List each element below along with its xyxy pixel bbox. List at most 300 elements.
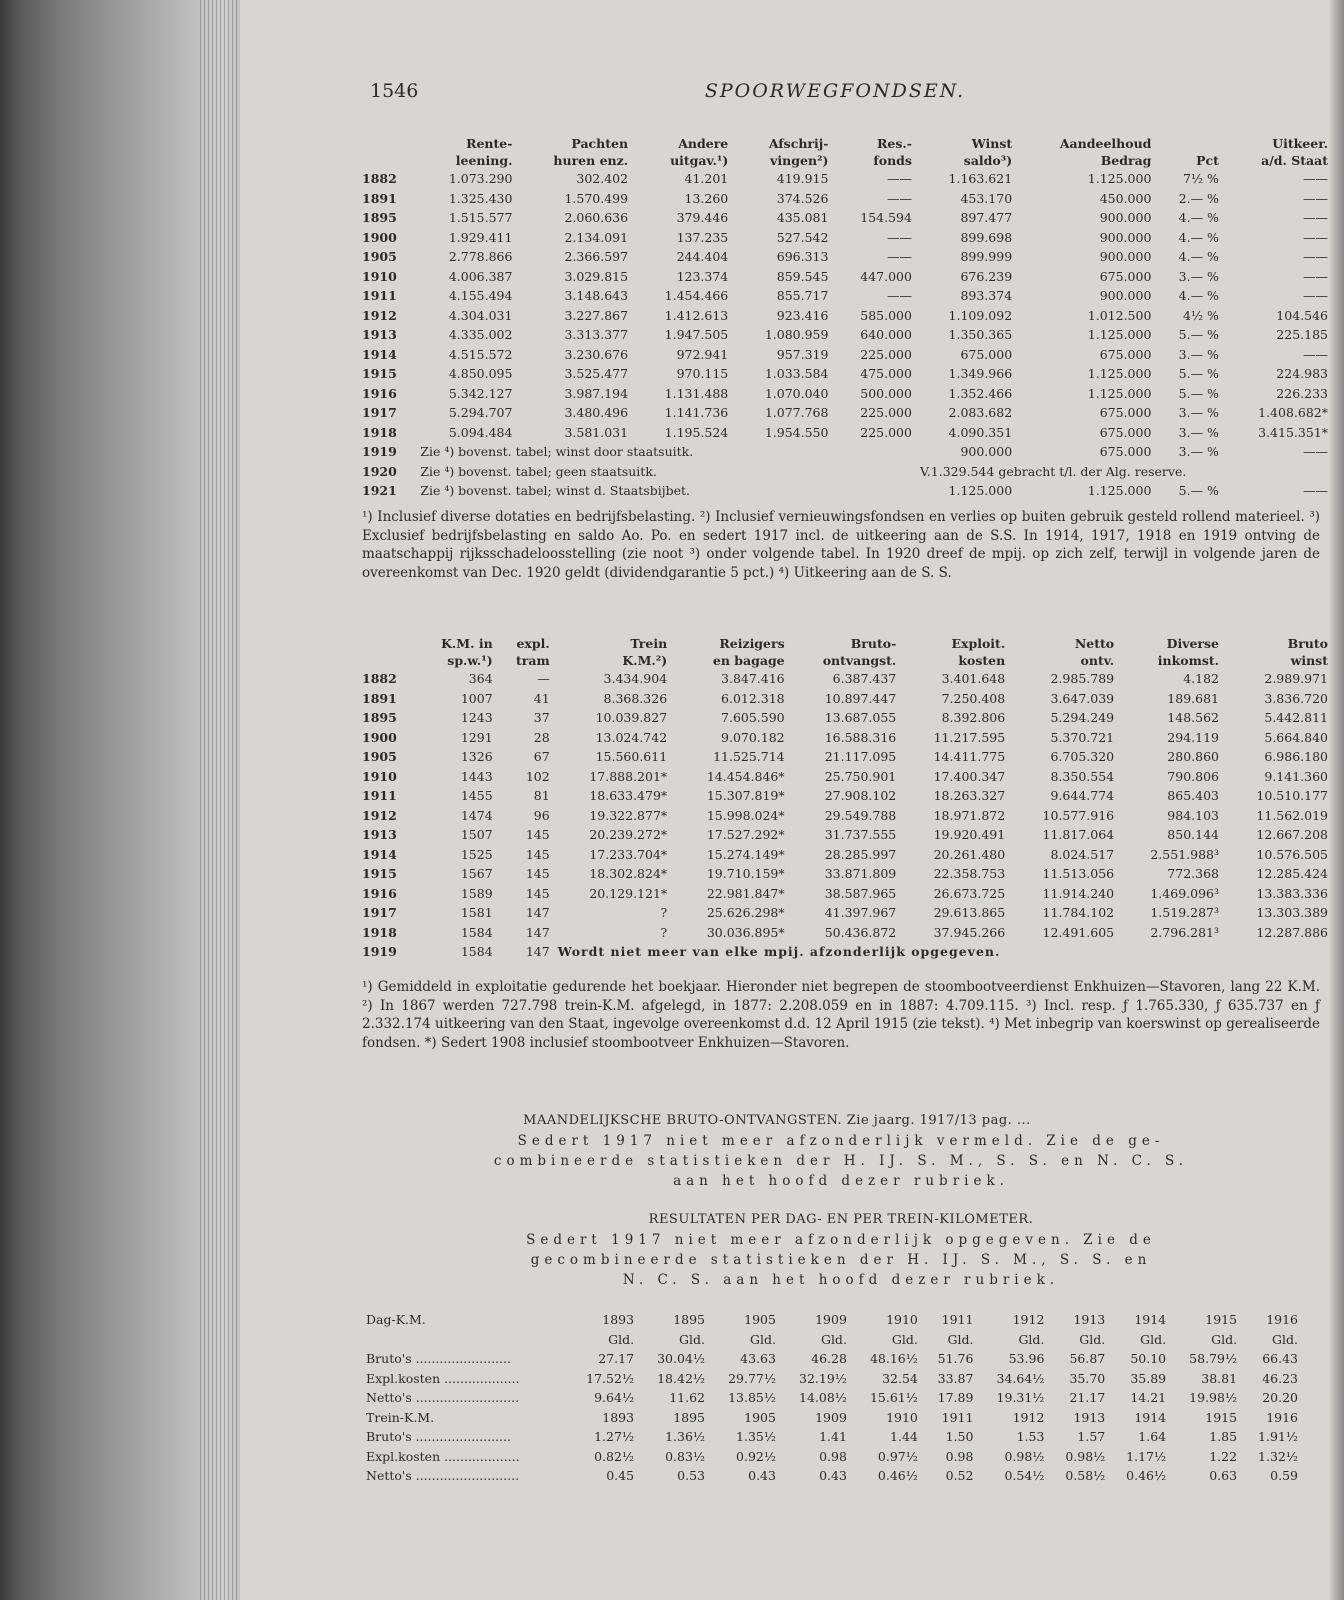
column-header: ontv. bbox=[1080, 653, 1115, 668]
remark-cell: Zie ⁴) bovenst. tabel; winst d. Staatsbijbet. bbox=[420, 483, 690, 498]
value-cell: 29.549.788 bbox=[824, 807, 897, 823]
table-row bbox=[362, 689, 1332, 709]
value-cell: 11.62 bbox=[669, 1390, 706, 1405]
column-header: kosten bbox=[958, 653, 1006, 668]
column-header: huren enz. bbox=[553, 153, 629, 168]
unit-cell: Gld. bbox=[891, 1331, 918, 1347]
column-header: expl. bbox=[516, 636, 550, 651]
column-header: Andere bbox=[678, 136, 729, 151]
table-row bbox=[362, 345, 1332, 365]
value-cell: 1.080.959 bbox=[764, 327, 829, 342]
value-cell: 1581 bbox=[460, 905, 493, 920]
value-cell: 32.19½ bbox=[799, 1370, 847, 1386]
value-cell: 8.368.326 bbox=[603, 690, 668, 706]
value-cell: 29.613.865 bbox=[933, 905, 1006, 920]
value-cell: 27.17 bbox=[598, 1351, 635, 1366]
table-row bbox=[362, 247, 1332, 267]
value-cell: 9.644.774 bbox=[1050, 788, 1115, 803]
value-cell: 4.— % bbox=[1178, 229, 1219, 245]
value-cell: 12.491.605 bbox=[1042, 924, 1115, 940]
row-label: Expl.kosten ................... bbox=[366, 1448, 520, 1464]
column-header: winst bbox=[1290, 653, 1328, 668]
value-cell: 15.274.149* bbox=[706, 846, 785, 862]
table-row bbox=[362, 481, 1332, 501]
section-monthly-line: aan het hoofd dezer rubriek. bbox=[673, 1173, 1009, 1189]
value-cell: 21.117.095 bbox=[824, 749, 897, 764]
value-cell: 850.144 bbox=[1167, 827, 1219, 842]
column-header: Trein bbox=[630, 636, 668, 651]
value-cell: 675.000 bbox=[1099, 346, 1152, 362]
unit-row bbox=[362, 1330, 1302, 1350]
value-cell: 0.63 bbox=[1209, 1468, 1238, 1483]
value-cell: 9.64½ bbox=[594, 1390, 635, 1405]
value-cell: 26.673.725 bbox=[933, 885, 1006, 901]
unit-cell: Gld. bbox=[608, 1331, 635, 1347]
year-cell: 1916 bbox=[362, 885, 397, 901]
value-cell: 20.239.272* bbox=[589, 827, 668, 842]
value-cell: 3.— % bbox=[1178, 268, 1219, 284]
header-row bbox=[362, 135, 1332, 152]
value-cell: 897.477 bbox=[960, 210, 1013, 225]
value-cell: 6.387.437 bbox=[832, 671, 897, 686]
row-label: Netto's .......................... bbox=[366, 1390, 520, 1405]
value-cell: 5.370.721 bbox=[1050, 729, 1115, 745]
column-header bbox=[362, 652, 415, 669]
value-cell: 855.717 bbox=[776, 288, 829, 303]
value-cell: 145 bbox=[525, 885, 550, 901]
year-cell: 1913 bbox=[362, 327, 397, 342]
value-cell: 19.98½ bbox=[1189, 1390, 1238, 1405]
section-results-text bbox=[362, 1230, 1320, 1290]
value-cell: 4.090.351 bbox=[948, 424, 1013, 440]
value-cell: 3.401.648 bbox=[941, 671, 1006, 686]
year-cell: 1920 bbox=[362, 463, 397, 479]
column-header: ontvangst. bbox=[822, 653, 897, 668]
value-cell: 1.352.466 bbox=[948, 385, 1013, 401]
value-cell: 11.217.595 bbox=[933, 729, 1006, 745]
page-header bbox=[370, 80, 1300, 106]
value-cell: 5.— % bbox=[1178, 327, 1219, 342]
column-header: Aandeelhoud bbox=[1059, 136, 1152, 151]
value-cell: 0.52 bbox=[945, 1468, 974, 1483]
value-cell: 10.576.505 bbox=[1256, 846, 1328, 862]
value-cell: 32.54 bbox=[882, 1370, 918, 1386]
value-cell: 893.374 bbox=[960, 288, 1013, 303]
unit-cell: Gld. bbox=[1018, 1331, 1045, 1347]
table-row bbox=[362, 1466, 1302, 1486]
value-cell: 1.57 bbox=[1077, 1429, 1106, 1444]
year-cell: 1914 bbox=[362, 346, 397, 362]
value-cell: 1.163.621 bbox=[948, 171, 1013, 186]
value-cell: 1507 bbox=[460, 827, 493, 842]
value-cell: 3.987.194 bbox=[564, 385, 629, 401]
value-cell: 35.89 bbox=[1130, 1370, 1167, 1386]
value-cell: 900.000 bbox=[1099, 288, 1152, 303]
value-cell: 30.04½ bbox=[657, 1351, 706, 1366]
value-cell: 1.947.505 bbox=[664, 327, 729, 342]
value-cell: 33.87 bbox=[937, 1370, 974, 1386]
value-cell: 0.58½ bbox=[1065, 1468, 1106, 1483]
value-cell: 4.182 bbox=[1183, 671, 1219, 686]
table-row bbox=[362, 403, 1332, 423]
value-cell: 13.687.055 bbox=[824, 710, 897, 725]
value-cell: 104.546 bbox=[1276, 307, 1328, 323]
value-cell: 11.817.064 bbox=[1042, 827, 1115, 842]
value-cell: 12.287.886 bbox=[1256, 924, 1328, 940]
value-cell: 1.131.488 bbox=[664, 385, 729, 401]
value-cell: 8.350.554 bbox=[1050, 768, 1115, 784]
value-cell: 772.368 bbox=[1167, 866, 1219, 881]
value-cell: 0.97½ bbox=[877, 1448, 918, 1464]
value-cell: 3.525.477 bbox=[564, 366, 629, 381]
value-cell: 1.350.365 bbox=[948, 327, 1013, 342]
value-cell: 3.148.643 bbox=[564, 288, 629, 303]
value-cell: 4.155.494 bbox=[448, 288, 513, 303]
value-cell: 3.581.031 bbox=[564, 424, 629, 440]
value-cell: 1916 bbox=[1266, 1312, 1298, 1327]
year-cell: 1905 bbox=[362, 249, 397, 264]
value-cell: 1.954.550 bbox=[764, 424, 829, 440]
value-cell: 37.945.266 bbox=[933, 924, 1006, 940]
value-cell: 3.415.351* bbox=[1258, 424, 1328, 440]
table-row bbox=[362, 228, 1332, 248]
value-cell: 0.98½ bbox=[1065, 1448, 1106, 1464]
value-cell: 280.860 bbox=[1167, 749, 1219, 764]
value-cell: 10.039.827 bbox=[595, 710, 668, 725]
value-cell: 50.10 bbox=[1130, 1351, 1167, 1366]
header-row bbox=[362, 152, 1332, 169]
value-cell: 1909 bbox=[815, 1409, 847, 1425]
value-cell: 20.261.480 bbox=[933, 846, 1006, 862]
header-row bbox=[362, 652, 1332, 669]
value-cell: 147 bbox=[525, 944, 550, 959]
column-header: Reizigers bbox=[719, 636, 785, 651]
value-cell: 5.094.484 bbox=[448, 424, 513, 440]
value-cell: 1895 bbox=[673, 1312, 706, 1327]
value-cell: 865.403 bbox=[1167, 788, 1219, 803]
value-cell: 302.402 bbox=[576, 171, 629, 186]
year-cell: 1914 bbox=[362, 846, 397, 862]
table-row bbox=[362, 1349, 1302, 1369]
value-cell: 11.513.056 bbox=[1042, 866, 1115, 881]
value-cell: 447.000 bbox=[860, 268, 912, 284]
column-header: en bagage bbox=[712, 653, 785, 668]
value-cell: 1.36½ bbox=[665, 1429, 706, 1444]
value-cell: 3.029.815 bbox=[564, 268, 629, 284]
value-cell: 2.985.789 bbox=[1050, 671, 1115, 686]
remark-cell: Zie ⁴) bovenst. tabel; geen staatsuitk. bbox=[420, 463, 657, 479]
value-cell: 1584 bbox=[460, 924, 493, 940]
column-header: Exploit. bbox=[951, 636, 1006, 651]
unit-cell: Gld. bbox=[820, 1331, 847, 1347]
value-cell: 189.681 bbox=[1167, 690, 1219, 706]
value-cell: 38.81 bbox=[1201, 1370, 1238, 1386]
value-cell: 8.392.806 bbox=[941, 710, 1006, 725]
value-cell: 41.201 bbox=[684, 171, 729, 186]
value-cell: 12.285.424 bbox=[1256, 866, 1328, 881]
value-cell: —— bbox=[1303, 229, 1328, 245]
year-cell: 1917 bbox=[362, 405, 397, 420]
value-cell: ? bbox=[660, 924, 668, 940]
value-cell: 20.20 bbox=[1262, 1390, 1298, 1405]
value-cell: 676.239 bbox=[960, 268, 1013, 284]
column-header: vingen²) bbox=[770, 153, 829, 168]
value-cell: 81 bbox=[533, 788, 550, 803]
header-row bbox=[362, 635, 1332, 652]
column-header: K.M. in bbox=[441, 636, 493, 651]
year-cell: 1919 bbox=[362, 444, 397, 459]
value-cell: 675.000 bbox=[1099, 268, 1152, 284]
value-cell: 10.510.177 bbox=[1256, 788, 1328, 803]
value-cell: 379.446 bbox=[676, 210, 729, 225]
table-row bbox=[362, 903, 1332, 923]
value-cell: 1.349.966 bbox=[948, 366, 1013, 381]
column-header: Diverse bbox=[1166, 636, 1219, 651]
column-header: K.M.²) bbox=[622, 653, 668, 668]
column-header: uitgav.¹) bbox=[670, 153, 729, 168]
table-row bbox=[362, 669, 1332, 689]
table-row bbox=[362, 442, 1332, 462]
section-monthly-line: Sedert 1917 niet meer afzonderlijk vermeld. Zie de ge- bbox=[517, 1133, 1165, 1149]
value-cell: 957.319 bbox=[776, 346, 829, 362]
value-cell: 453.170 bbox=[960, 190, 1013, 206]
year-cell: 1919 bbox=[362, 944, 397, 959]
value-cell: 147 bbox=[525, 905, 550, 920]
value-cell: 43.63 bbox=[740, 1351, 776, 1366]
value-cell: 6.986.180 bbox=[1264, 749, 1328, 764]
table-row bbox=[362, 1408, 1302, 1428]
table-row bbox=[362, 364, 1332, 384]
value-cell: 1.50 bbox=[945, 1429, 974, 1444]
remark-cell: Wordt niet meer van elke mpij. afzonderlijk opgegeven. bbox=[557, 944, 1001, 959]
value-cell: 14.08½ bbox=[799, 1390, 847, 1405]
year-cell: 1916 bbox=[362, 385, 397, 401]
value-cell: 4.— % bbox=[1178, 288, 1219, 303]
value-cell: 1.195.524 bbox=[664, 424, 729, 440]
value-cell: 1915 bbox=[1205, 1409, 1238, 1425]
value-cell: 1474 bbox=[460, 807, 493, 823]
value-cell: 15.998.024* bbox=[706, 807, 785, 823]
value-cell: 21.17 bbox=[1069, 1390, 1106, 1405]
column-header: fonds bbox=[873, 153, 912, 168]
page-number: 1546 bbox=[370, 80, 419, 102]
table-row bbox=[362, 267, 1332, 287]
value-cell: 527.542 bbox=[776, 229, 829, 245]
table-row bbox=[362, 423, 1332, 443]
financial-table bbox=[362, 135, 1332, 501]
value-cell: 923.416 bbox=[776, 307, 829, 323]
value-cell: 1.519.287³ bbox=[1150, 905, 1219, 920]
column-header: saldo³) bbox=[963, 153, 1013, 168]
row-label: Dag-K.M. bbox=[366, 1312, 426, 1327]
value-cell: 0.98 bbox=[819, 1448, 847, 1464]
value-cell: 790.806 bbox=[1167, 768, 1219, 784]
value-cell: 675.000 bbox=[960, 346, 1013, 362]
value-cell: —— bbox=[886, 229, 912, 245]
column-header bbox=[362, 635, 415, 652]
section-results-line: N. C. S. aan het hoofd dezer rubriek. bbox=[622, 1272, 1060, 1288]
section-monthly-line: combineerde statistieken der H. IJ. S. M., S. S. en N. C. S. bbox=[493, 1153, 1189, 1169]
value-cell: 5.— % bbox=[1178, 366, 1219, 381]
value-cell: 475.000 bbox=[860, 366, 912, 381]
year-cell: 1912 bbox=[362, 307, 397, 323]
value-cell: 1.53 bbox=[1016, 1429, 1045, 1444]
value-cell: 1910 bbox=[886, 1409, 918, 1425]
value-cell: 1.012.500 bbox=[1087, 307, 1152, 323]
value-cell: 145 bbox=[525, 846, 550, 862]
column-header: a/d. Staat bbox=[1261, 153, 1328, 168]
value-cell: 1913 bbox=[1073, 1312, 1106, 1327]
results-table bbox=[362, 1310, 1302, 1486]
column-header: Afschrij- bbox=[768, 136, 829, 151]
value-cell: 9.070.182 bbox=[721, 729, 785, 745]
table-row bbox=[362, 462, 1332, 482]
table-row bbox=[362, 286, 1332, 306]
value-cell: 1895 bbox=[673, 1409, 706, 1425]
value-cell: 1913 bbox=[1073, 1409, 1106, 1425]
value-cell: 900.000 bbox=[1099, 249, 1152, 264]
value-cell: —— bbox=[1303, 268, 1328, 284]
value-cell: 38.587.965 bbox=[824, 885, 897, 901]
value-cell: 224.983 bbox=[1276, 366, 1328, 381]
value-cell: 1893 bbox=[602, 1312, 635, 1327]
value-cell: 11.562.019 bbox=[1256, 807, 1328, 823]
row-label: Bruto's ........................ bbox=[366, 1351, 511, 1366]
value-cell: 2.366.597 bbox=[564, 249, 629, 264]
value-cell: —— bbox=[1303, 249, 1328, 264]
document-page bbox=[250, 60, 1328, 1560]
value-cell: 3.227.867 bbox=[564, 307, 629, 323]
value-cell: —— bbox=[1303, 288, 1328, 303]
value-cell: 1.929.411 bbox=[448, 229, 513, 245]
value-cell: 51.76 bbox=[937, 1351, 974, 1366]
year-cell: 1910 bbox=[362, 268, 397, 284]
value-cell: 1525 bbox=[460, 846, 493, 862]
value-cell: 66.43 bbox=[1262, 1351, 1298, 1366]
operations-table-notes: ¹) Gemiddeld in exploitatie gedurende het boekjaar. Hieronder niet begrepen de stoombootveerdienst Enkhuizen—Stavoren, lang 22 K.M. ²) In 1867 werden 727.798 trein-K.M. afgelegd, in 1877: 2.208.059 en in 1887: 4.709.115. ³) Incl. resp. ƒ 1.765.330, ƒ 635.737 en ƒ 2.332.174 uitkeering van den Staat, ingevolge overeenkomst d.d. 12 April 1915 (zie tekst). ⁴) Met inbegrip van koerswinst op gerealiseerde fondsen. *) Sedert 1908 inclusief stoombootveer Enkhuizen—Stavoren. bbox=[362, 979, 1320, 1051]
value-cell: 1.454.466 bbox=[664, 288, 729, 303]
column-header: Rente- bbox=[466, 136, 513, 151]
value-cell: 30.036.895* bbox=[706, 924, 785, 940]
value-cell: 50.436.872 bbox=[824, 924, 897, 940]
value-cell: 0.45 bbox=[606, 1468, 635, 1483]
value-cell: 22.358.753 bbox=[933, 866, 1006, 881]
value-cell: 67 bbox=[533, 749, 550, 764]
value-cell: 4.— % bbox=[1178, 210, 1219, 225]
value-cell: 0.83½ bbox=[665, 1448, 706, 1464]
unit-cell: Gld. bbox=[1140, 1331, 1167, 1347]
remark-cell: V.1.329.544 gebracht t/l. der Alg. reserve. bbox=[919, 463, 1187, 479]
value-cell: 19.920.491 bbox=[933, 827, 1006, 842]
value-cell: 2.796.281³ bbox=[1150, 924, 1219, 940]
row-label bbox=[362, 1330, 567, 1350]
value-cell: 53.96 bbox=[1008, 1351, 1045, 1366]
value-cell: 1.033.584 bbox=[764, 366, 829, 381]
value-cell: 145 bbox=[525, 827, 550, 842]
column-header: Winst bbox=[971, 136, 1013, 151]
value-cell: 17.52½ bbox=[586, 1370, 635, 1386]
section-results-heading: RESULTATEN PER DAG- EN PER TREIN-KILOMETER. bbox=[648, 1212, 1034, 1227]
value-cell: 3.230.676 bbox=[564, 346, 629, 362]
value-cell: 31.737.555 bbox=[824, 827, 897, 842]
value-cell: 3.480.496 bbox=[564, 405, 629, 420]
row-label: Bruto's ........................ bbox=[366, 1429, 511, 1444]
value-cell: 4.850.095 bbox=[448, 366, 513, 381]
value-cell: 17.89 bbox=[937, 1390, 974, 1405]
value-cell: 56.87 bbox=[1069, 1351, 1106, 1366]
value-cell: 0.92½ bbox=[736, 1448, 776, 1464]
value-cell: 25.626.298* bbox=[706, 905, 785, 920]
value-cell: 225.000 bbox=[860, 405, 912, 420]
year-cell: 1900 bbox=[362, 229, 397, 245]
table-row bbox=[362, 1369, 1302, 1389]
value-cell: 1.070.040 bbox=[764, 385, 829, 401]
value-cell: 13.303.389 bbox=[1256, 905, 1328, 920]
value-cell: 96 bbox=[533, 807, 550, 823]
value-cell: 25.750.901 bbox=[824, 768, 897, 784]
year-cell: 1895 bbox=[362, 210, 397, 225]
value-cell: 2.083.682 bbox=[948, 405, 1013, 420]
value-cell: 27.908.102 bbox=[824, 788, 897, 803]
value-cell: 1911 bbox=[941, 1312, 974, 1327]
value-cell: 41 bbox=[533, 690, 550, 706]
column-header: Res.- bbox=[877, 136, 912, 151]
value-cell: 364 bbox=[468, 671, 493, 686]
value-cell: 1.125.000 bbox=[948, 483, 1013, 498]
table-row bbox=[362, 306, 1332, 326]
value-cell: 15.61½ bbox=[869, 1390, 918, 1405]
value-cell: 1584 bbox=[460, 944, 493, 959]
year-cell: 1891 bbox=[362, 190, 397, 206]
value-cell: 226.233 bbox=[1276, 385, 1328, 401]
value-cell: 4½ % bbox=[1183, 307, 1219, 323]
year-cell: 1911 bbox=[362, 788, 397, 803]
value-cell: 1.141.736 bbox=[664, 405, 729, 420]
value-cell: 900.000 bbox=[1099, 229, 1152, 245]
value-cell: —— bbox=[886, 288, 912, 303]
column-header bbox=[362, 135, 416, 152]
value-cell: 1.17½ bbox=[1126, 1448, 1167, 1464]
value-cell: 154.594 bbox=[860, 210, 912, 225]
value-cell: 37 bbox=[533, 710, 550, 725]
value-cell: —— bbox=[1303, 483, 1328, 498]
value-cell: 244.404 bbox=[676, 249, 729, 264]
value-cell: 16.588.316 bbox=[824, 729, 897, 745]
value-cell: 10.577.916 bbox=[1042, 807, 1115, 823]
value-cell: 18.971.872 bbox=[933, 807, 1006, 823]
value-cell: 1.109.092 bbox=[948, 307, 1013, 323]
value-cell: 15.307.819* bbox=[706, 788, 785, 803]
value-cell: 2.551.988³ bbox=[1150, 846, 1219, 862]
value-cell: 450.000 bbox=[1099, 190, 1152, 206]
value-cell: 419.915 bbox=[776, 171, 829, 186]
value-cell: 1.35½ bbox=[736, 1429, 776, 1444]
value-cell: 28 bbox=[533, 729, 550, 745]
column-header: Pachten bbox=[571, 136, 629, 151]
unit-cell: Gld. bbox=[1272, 1331, 1298, 1347]
value-cell: 1905 bbox=[744, 1312, 776, 1327]
value-cell: 13.024.742 bbox=[595, 729, 668, 745]
value-cell: 899.698 bbox=[960, 229, 1013, 245]
value-cell: 2.989.971 bbox=[1264, 671, 1328, 686]
table-row bbox=[362, 384, 1332, 404]
value-cell: 6.012.318 bbox=[721, 690, 785, 706]
year-cell: 1905 bbox=[362, 749, 397, 764]
value-cell: 972.941 bbox=[676, 346, 729, 362]
year-cell: 1900 bbox=[362, 729, 397, 745]
value-cell: 1912 bbox=[1012, 1409, 1045, 1425]
year-cell: 1911 bbox=[362, 288, 397, 303]
